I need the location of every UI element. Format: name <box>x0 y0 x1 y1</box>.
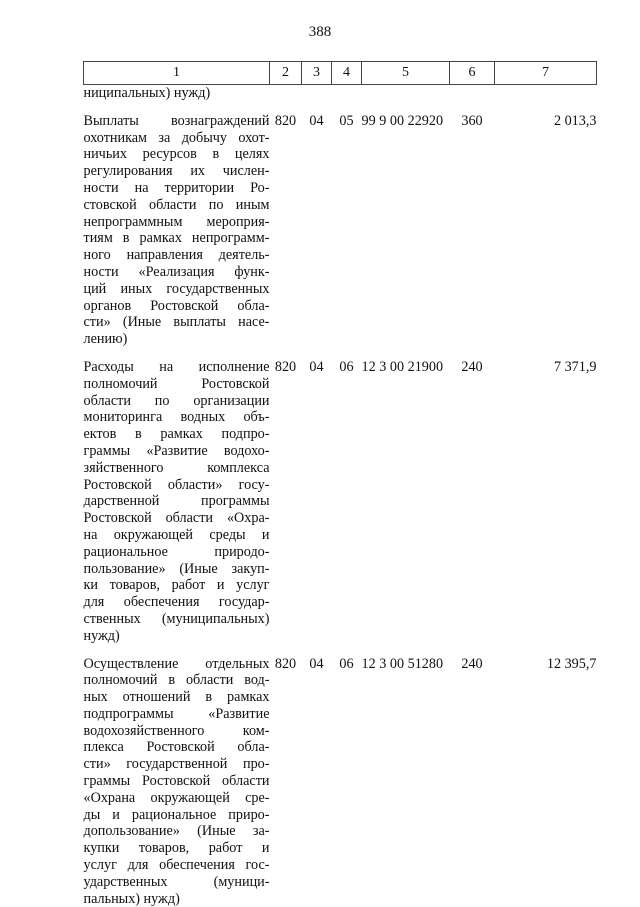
col-header-section: 3 <box>302 62 332 85</box>
description-line: полномочий в области вод- <box>84 672 270 689</box>
row-spacer <box>84 645 597 656</box>
description-line: Ростовской области «Охра- <box>84 510 270 527</box>
table-row <box>84 359 597 645</box>
ministry-code: 820 <box>270 359 302 645</box>
expense-type-code: 240 <box>450 359 495 645</box>
description-line: допользование» (Иные за- <box>84 823 270 840</box>
description-line: Осуществление отдельных <box>84 656 270 673</box>
table-row <box>84 656 597 907</box>
description-line: стовской области по иным <box>84 197 270 214</box>
section-code: 04 <box>302 656 332 907</box>
description-line: ничьих ресурсов в целях <box>84 146 270 163</box>
description-line: дарственной программы <box>84 493 270 510</box>
description-line: Расходы на исполнение <box>84 359 270 376</box>
description-line: Выплаты вознаграждений <box>84 113 270 130</box>
description-line: граммы «Развитие водохо- <box>84 443 270 460</box>
description-line: рациональное природо- <box>84 544 270 561</box>
col-header-description: 1 <box>84 62 270 85</box>
ministry-code: 820 <box>270 656 302 907</box>
description-line: на окружающей среды и <box>84 527 270 544</box>
description-line: ности на территории Ро- <box>84 180 270 197</box>
amount: 12 395,7 <box>495 656 597 907</box>
description-line: пользование» (Иные закуп- <box>84 561 270 578</box>
table-row <box>84 113 597 348</box>
description-line: области по организации <box>84 393 270 410</box>
description-line: ного направления деятель- <box>84 247 270 264</box>
description-line: органов Ростовской обла- <box>84 298 270 315</box>
description-line: подпрограммы «Развитие <box>84 706 270 723</box>
target-article-code: 99 9 00 22920 <box>362 113 450 348</box>
header-row <box>84 62 597 85</box>
target-article-code: 12 3 00 21900 <box>362 359 450 645</box>
amount: 2 013,3 <box>495 113 597 348</box>
continuation-text: ниципальных) нужд) <box>84 85 270 102</box>
subsection-code: 06 <box>332 359 362 645</box>
description-line: ударственных (муници- <box>84 874 270 891</box>
description-line: непрограммным мероприя- <box>84 214 270 231</box>
description-line: плекса Ростовской обла- <box>84 739 270 756</box>
description-line: пальных) нужд) <box>84 891 270 907</box>
description-line: ды и рациональное приро- <box>84 807 270 824</box>
col-header-target: 5 <box>362 62 450 85</box>
description-line: тиям в рамках непрограмм- <box>84 230 270 247</box>
row-description <box>84 359 270 645</box>
description-line: ций иных государственных <box>84 281 270 298</box>
description-line: ектов в рамках подпро- <box>84 426 270 443</box>
description-line: лению) <box>84 331 270 348</box>
description-line: «Охрана окружающей сре- <box>84 790 270 807</box>
description-line: мониторинга водных объ- <box>84 409 270 426</box>
row-description <box>84 113 270 348</box>
description-line: зяйственного комплекса <box>84 460 270 477</box>
description-line: для обеспечения государ- <box>84 594 270 611</box>
section-code: 04 <box>302 359 332 645</box>
description-line: регулирования их числен- <box>84 163 270 180</box>
target-article-code: 12 3 00 51280 <box>362 656 450 907</box>
description-line: ки товаров, работ и услуг <box>84 577 270 594</box>
col-header-subsection: 4 <box>332 62 362 85</box>
section-code: 04 <box>302 113 332 348</box>
description-line: купки товаров, работ и <box>84 840 270 857</box>
subsection-code: 05 <box>332 113 362 348</box>
subsection-code: 06 <box>332 656 362 907</box>
description-line: сти» государственной про- <box>84 756 270 773</box>
col-header-type: 6 <box>450 62 495 85</box>
description-line: услуг для обеспечения гос- <box>84 857 270 874</box>
description-line: ных отношений в рамках <box>84 689 270 706</box>
description-line: водохозяйственного ком- <box>84 723 270 740</box>
expense-type-code: 240 <box>450 656 495 907</box>
continuation-row <box>84 85 597 102</box>
row-description <box>84 656 270 907</box>
amount: 7 371,9 <box>495 359 597 645</box>
row-spacer <box>84 102 597 113</box>
ministry-code: 820 <box>270 113 302 348</box>
col-header-ministry: 2 <box>270 62 302 85</box>
description-line: Ростовской области» госу- <box>84 477 270 494</box>
expense-type-code: 360 <box>450 113 495 348</box>
row-spacer <box>84 348 597 359</box>
description-line: сти» (Иные выплаты насе- <box>84 314 270 331</box>
description-line: ственных (муниципальных) <box>84 611 270 628</box>
budget-table <box>83 61 597 907</box>
description-line: нужд) <box>84 628 270 645</box>
description-line: граммы Ростовской области <box>84 773 270 790</box>
description-line: полномочий Ростовской <box>84 376 270 393</box>
description-line: ности «Реализация функ- <box>84 264 270 281</box>
page-number: 388 <box>0 24 640 41</box>
col-header-amount: 7 <box>495 62 597 85</box>
description-line: охотникам за добычу охот- <box>84 130 270 147</box>
